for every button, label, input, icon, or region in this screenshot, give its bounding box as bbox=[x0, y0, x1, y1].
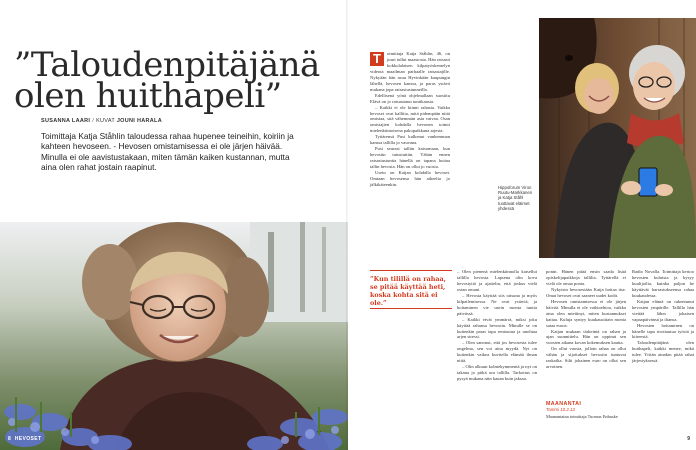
pullquote-rule-bottom bbox=[370, 308, 452, 309]
infobox-title: MAANANTAI bbox=[546, 401, 582, 407]
infobox-text: Maanantaina toimittaja Tuomas Enbuske bbox=[546, 414, 618, 419]
body-paragraph: ponin. Hänen pitää ensin saada lisää opiskelijapaikkoja tallilta. Tyttärellä ei vielä ole omaa ponia. bbox=[546, 269, 626, 286]
body-paragraph: oimittaja Katja Ståhlin, 46, on juuri tullut maastosta. Hän ratsasti kokkolalaisen kilpatyöskentelyn videota maailman parhaalle ratsastajille. Nykyään hän asuu Hyvinkään kaupungin lähellä, hevosen kanssa, ja paras ystävä mukana jopa ratsastustunneilla. bbox=[370, 51, 450, 92]
body-paragraph: On ollut vuosia, jolloin rahaa on ollut vähän ja sijoitukset hevosiin tuntuvat raskailta. Silti jokainen euro on ollut sen arvoinen. bbox=[546, 346, 626, 370]
drop-cap: T bbox=[370, 52, 384, 66]
body-paragraph: – Kaikki eivät ymmärrä, miksi joku käyttää rahansa hevosiin. Minulle se on kuitenkin paras tapa rentoutua ja unohtaa arjen stressi. bbox=[457, 316, 537, 340]
body-paragraph: Hevosten hoitaminen on hänelle tapa irrottautua työstä ja kiireestä. bbox=[632, 322, 694, 340]
infobox-date: Tammi 10.2.13 bbox=[546, 407, 575, 412]
right-page bbox=[348, 0, 696, 450]
body-paragraph: Tyttärensä Pusi kulkenut vanhemman kanssa tallilla jo vauvana. bbox=[370, 134, 450, 146]
pullquote-rule-top bbox=[370, 270, 452, 271]
article-headline: ”Taloudenpitäjänä olen huithapeli” bbox=[14, 45, 320, 116]
photo-woman-in-flowers bbox=[0, 222, 348, 450]
body-column-3 bbox=[546, 269, 626, 370]
magazine-name: HEVOSET bbox=[14, 436, 42, 442]
body-paragraph: – Olin alkuun kolmekymmentä ja nyt on takana jo pitkä ura tallilla. Tarkoitus on pysyä mukana niin kauan kuin jaksaa. bbox=[457, 364, 537, 382]
photo-two-women-illustration bbox=[539, 18, 696, 258]
body-paragraph: Edellisenä yönä ohjelmallaan suosittu Elävä on jo ratsastanut tuntikausia. bbox=[370, 92, 450, 104]
body-paragraph: Katjan elämä on rakentunut hevosten ympärille. Tallilla hän viettää lähes jokaisen vapaapäivänsä ja iltansa. bbox=[632, 298, 694, 322]
left-folio bbox=[8, 436, 41, 442]
body-paragraph: Katjan mukaan tärkeintä on rahan ja ajan suunnittelu. Hän on oppinut sen vuosien aikana kovan kokemuksen kautta. bbox=[546, 328, 626, 346]
article-lead: Toimittaja Katja Ståhlin taloudessa rahaa hupenee teineihin, koiriin ja kahteen hevoseen. - Hevosen omistamisessa ei ole järjen häivää. Minulla ei ole aavistustakaan, miten tämän kaiken kustannan, mutta aina olen rahat jostain raapinut. bbox=[41, 131, 294, 173]
article-credits bbox=[41, 118, 162, 124]
author-name: SUSANNA LAARI bbox=[41, 118, 91, 124]
body-column-4 bbox=[632, 269, 694, 364]
body-paragraph: – Hevosta käyttää siis ratsuna ja myös kilpailemisessa. Ne ovat ystäviä, ja hoitaminen vie usein monta tuntia päivässä. bbox=[457, 292, 537, 316]
body-column-2 bbox=[457, 269, 537, 382]
body-paragraph: – Olen sanonut, että jos hevosesta tulee ongelma, sen voi aina myydä. Nyt on kuitenkin vaikea kuvitella elämää ilman niitä. bbox=[457, 340, 537, 364]
photographer-name: JOUNI HARALA bbox=[116, 118, 162, 124]
photos-label: KUVAT bbox=[96, 118, 115, 124]
body-paragraph: Usein on Katjan kohdalla hevoset. Omiaan hevosensa hän aiheelta jo jälkikäteenkin. bbox=[370, 170, 450, 187]
body-paragraph: Taloudenpitäjänä olen huithapeli, kaikki menee, mikä tulee. Yritän ainakin pitää rahat järjestyksessä. bbox=[632, 340, 694, 364]
body-paragraph: Radio Novalla. Toimittaja kertoo hevosten kuluista ja kysyy kuulijoilta, kuinka paljon he käyttävät harrastukseensa rahaa kuukaudessa. bbox=[632, 269, 694, 298]
photo-caption: Hippoforum Viron Ruutu-Markkanen ja Katja Ståhl tuottavat eläimet yhdessä bbox=[498, 185, 533, 211]
pull-quote: ”Kun tilillä on rahaa, se pitää käyttää heti, koska kohta sitä ei ole.” bbox=[370, 275, 446, 307]
photo-woman-in-flowers-illustration bbox=[0, 222, 348, 450]
body-column-1 bbox=[370, 51, 450, 188]
left-page-number: 8 bbox=[8, 436, 11, 442]
body-paragraph: – Kaikki ei ole kiinni rahasta. Vaikka hevoset ovat kalliita, mitä pidempään niitä omistaa, sitä vähemmän asia vaivaa. Osan omistajien kohdalla hevonen toimii mielenkiintoisena pakopaikkana arjesta. bbox=[370, 104, 450, 134]
body-paragraph: Pusi seurasi talliin katsomaan, kun hevosiin tutustuttiin. Vähän ennen ratsastustuntia hänellä on tapana hoitaa tallin hevosia. Hän on ollut jo vuosia. bbox=[370, 146, 450, 170]
body-paragraph: Nykyisin hevosesiään Katja hoitaa itse. Omat hevoset ovat saaneet uudet kodit. bbox=[546, 286, 626, 298]
radio-infobox bbox=[546, 401, 630, 420]
credits-separator: / bbox=[92, 118, 95, 124]
photo-two-women-with-horse bbox=[539, 18, 696, 258]
body-paragraph: Hevosen omistamisessa ei ole järjen häivää. Minulla ei ole vaihtoehtoa, vaikka aina olen miettinyt, miten kustannukset kattaa. Kuluja syntyy kuukausittain monta sataa euroa. bbox=[546, 298, 626, 328]
right-folio: 9 bbox=[687, 436, 690, 442]
body-paragraph: – Olen pienenä mielenkiinnolla katsellut tallilla hevosia. Lapsena olin kova hevostyttö ja ajattelin, että joskus vielä ostan omani. bbox=[457, 269, 537, 292]
